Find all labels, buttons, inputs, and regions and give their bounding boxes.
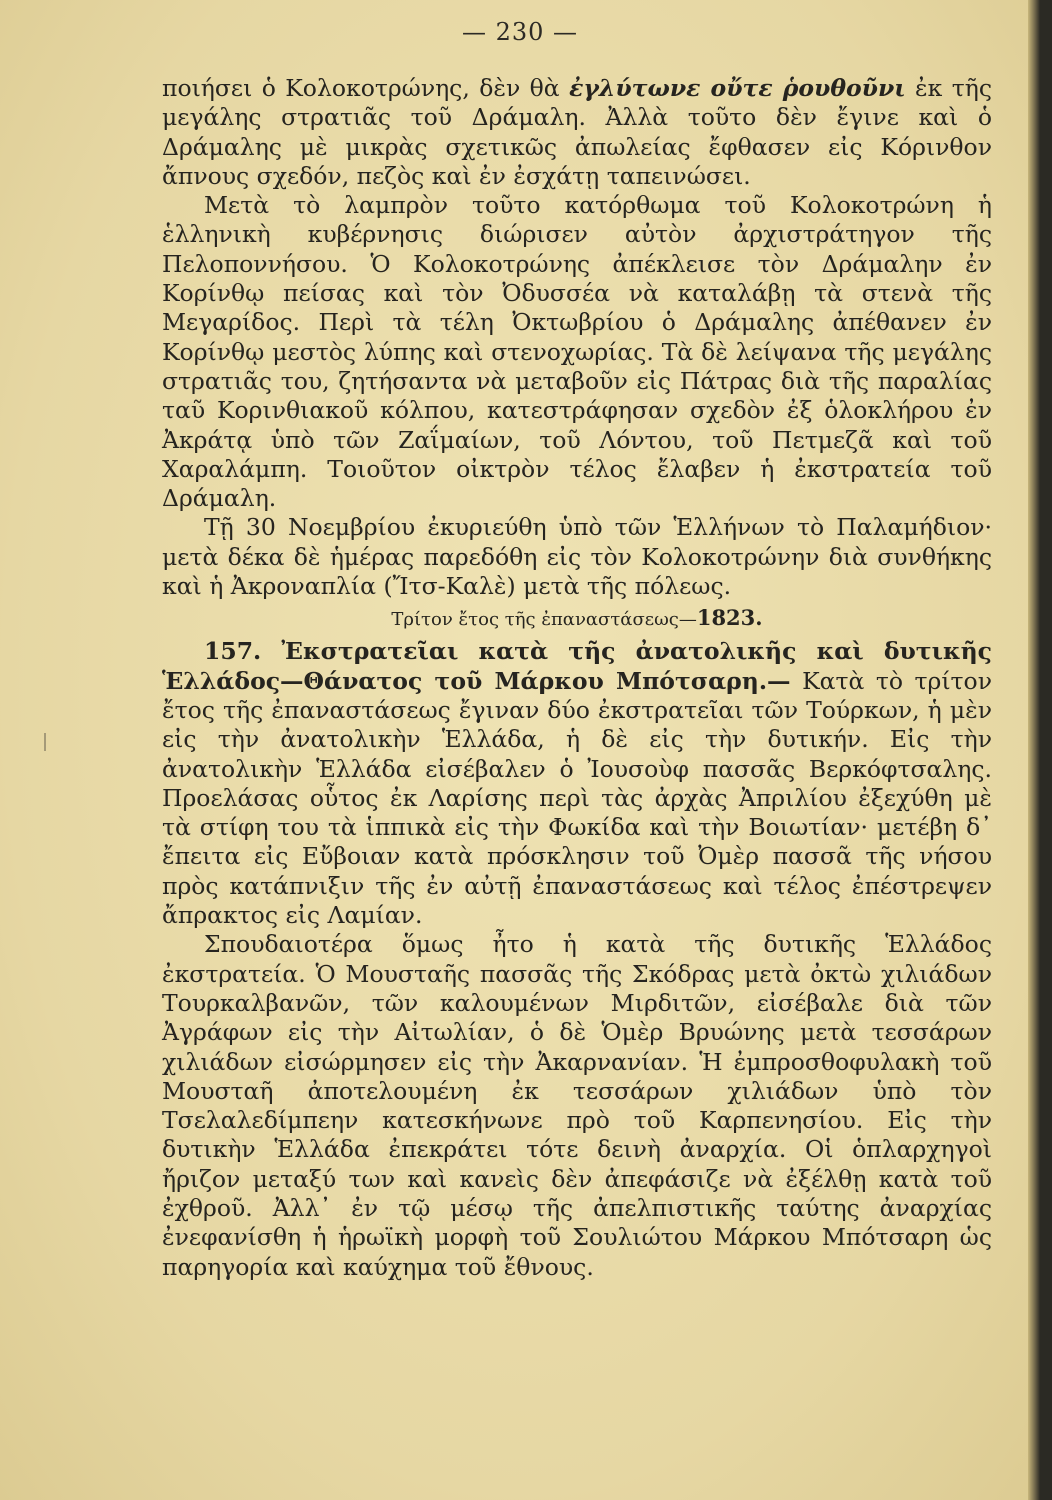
paragraph-3: Τῇ 30 Νοεμβρίου ἐκυριεύθη ὑπὸ τῶν Ἑλλήνων τὸ Παλαμήδιον· μετὰ δέκα δὲ ἡμέρας παρεδόθη εἰς τὸν Κολοκοτρώνην διὰ συνθήκης καὶ ἡ Ἀκροναπλία (Ἴτσ-Καλὲ) μετὰ τῆς πόλεως.: [162, 513, 992, 601]
section-157: [162, 637, 992, 930]
paragraph-5: Σπουδαιοτέρα ὅμως ἦτο ἡ κατὰ τῆς δυτικῆς Ἑλλάδος ἐκστρατεία. Ὁ Μουσταῆς πασσᾶς τῆς Σκόδρας μετὰ ὀκτὼ χιλιάδων Τουρκαλβανῶν, τῶν καλουμένων Μιρδιτῶν, εἰσέβαλε διὰ τῶν Ἀγράφων εἰς τὴν Αἰτωλίαν, ὁ δὲ Ὁμὲρ Βρυώνης μετὰ τεσσάρων χιλιάδων εἰσώρμησεν εἰς τὴν Ἀκαρνανίαν. Ἡ ἐμπροσθοφυλακὴ τοῦ Μουσταῆ ἀποτελουμένη ἐκ τεσσάρων χιλιάδων ὑπὸ τὸν Τσελαλεδίμπεην κατεσκήνωνε πρὸ τοῦ Καρπενησίου. Εἰς τὴν δυτικὴν Ἑλλάδα ἐπεκράτει τότε δεινὴ ἀναρχία. Οἱ ὁπλαρχηγοὶ ἤριζον μεταξύ των καὶ κανεὶς δὲν ἀπεφάσιζε νὰ ἐξέλθῃ κατὰ τοῦ ἐχθροῦ. Ἀλλ᾽ ἐν τῷ μέσῳ τῆς ἀπελπιστικῆς ταύτης ἀναρχίας ἐνεφανίσθη ἡ ἡρωϊκὴ μορφὴ τοῦ Σουλιώτου Μάρκου Μπότσαρη ὡς παρηγορία καὶ καύχημα τοῦ ἔθνους.: [162, 930, 992, 1281]
paragraph-1-end: ἐκ τῆς μεγάλης στρατιᾶς τοῦ Δράμαλη. Ἀλλὰ τοῦτο δὲν ἔγινε καὶ ὁ Δράμαλης μὲ μικρὰς σχετικῶς ἀπωλείας ἔφθασεν εἰς Κόρινθον ἄπνους σχεδόν, πεζὸς καὶ ἐν ἐσχάτῃ ταπεινώσει.: [162, 74, 992, 190]
paragraph-1-start: ποιήσει ὁ Κολοκοτρώνης, δὲν θὰ: [162, 74, 570, 102]
section-heading: 157. Ἐκστρατεῖαι κατὰ τῆς ἀνατολικῆς καὶ δυτικῆς Ἑλλάδος—Θάνατος τοῦ Μάρκου Μπότσαρη.—: [162, 637, 992, 695]
emphasized-phrase: ἐγλύτωνε οὔτε ῥουθοῦνι: [569, 74, 906, 102]
body-text: [162, 74, 992, 1282]
year-heading: [162, 605, 992, 633]
margin-mark: [44, 733, 46, 751]
section-157-body: Κατὰ τὸ τρίτον ἔτος τῆς ἐπαναστάσεως ἔγιναν δύο ἐκστρατεῖαι τῶν Τούρκων, ἡ μὲν εἰς τὴν ἀνατολικὴν Ἑλλάδα, ἡ δὲ εἰς τὴν δυτικήν. Εἰς τὴν ἀνατολικὴν Ἑλλάδα εἰσέβαλεν ὁ Ἰουσοὺφ πασσᾶς Βερκόφτσαλης. Προελάσας οὗτος ἐκ Λαρίσης περὶ τὰς ἀρχὰς Ἀπριλίου ἐξεχύθη μὲ τὰ στίφη του τὰ ἱππικὰ εἰς τὴν Φωκίδα καὶ τὴν Βοιωτίαν· μετέβη δ᾽ ἔπειτα εἰς Εὔβοιαν κατὰ πρόσκλησιν τοῦ Ὀμὲρ πασσᾶ τῆς νήσου πρὸς κατάπνιξιν τῆς ἐν αὐτῇ ἐπαναστάσεως καὶ τέλος ἐπέστρεψεν ἄπρακτος εἰς Λαμίαν.: [162, 666, 992, 930]
page-edge-shadow: [1028, 0, 1040, 1500]
year-heading-text: Τρίτον ἔτος τῆς ἐπαναστάσεως—: [391, 609, 697, 631]
page-number: — 230 —: [461, 18, 579, 46]
year-heading-year: 1823.: [696, 605, 763, 631]
paragraph-1: [162, 74, 992, 191]
paragraph-2: Μετὰ τὸ λαμπρὸν τοῦτο κατόρθωμα τοῦ Κολοκοτρώνη ἡ ἑλληνικὴ κυβέρνησις διώρισεν αὐτὸν ἀρχιστράτηγον τῆς Πελοποννήσου. Ὁ Κολοκοτρώνης ἀπέκλεισε τὸν Δράμαλην ἐν Κορίνθῳ πείσας καὶ τὸν Ὀδυσσέα νὰ καταλάβῃ τὰ στενὰ τῆς Μεγαρίδος. Περὶ τὰ τέλη Ὀκτωβρίου ὁ Δράμαλης ἀπέθανεν ἐν Κορίνθῳ μεστὸς λύπης καὶ στενοχωρίας. Τὰ δὲ λείψανα τῆς μεγάλης στρατιᾶς του, ζητήσαντα νὰ μεταβοῦν εἰς Πάτρας διὰ τῆς παραλίας ταῦ Κορινθιακοῦ κόλπου, κατεστράφησαν σχεδὸν ἐξ ὁλοκλήρου ἐν Ἀκράτᾳ ὑπὸ τῶν Ζαΐμαίων, τοῦ Λόντου, τοῦ Πετμεζᾶ καὶ τοῦ Χαραλάμπη. Τοιοῦτον οἰκτρὸν τέλος ἔλαβεν ἡ ἐκστρατεία τοῦ Δράμαλη.: [162, 191, 992, 513]
